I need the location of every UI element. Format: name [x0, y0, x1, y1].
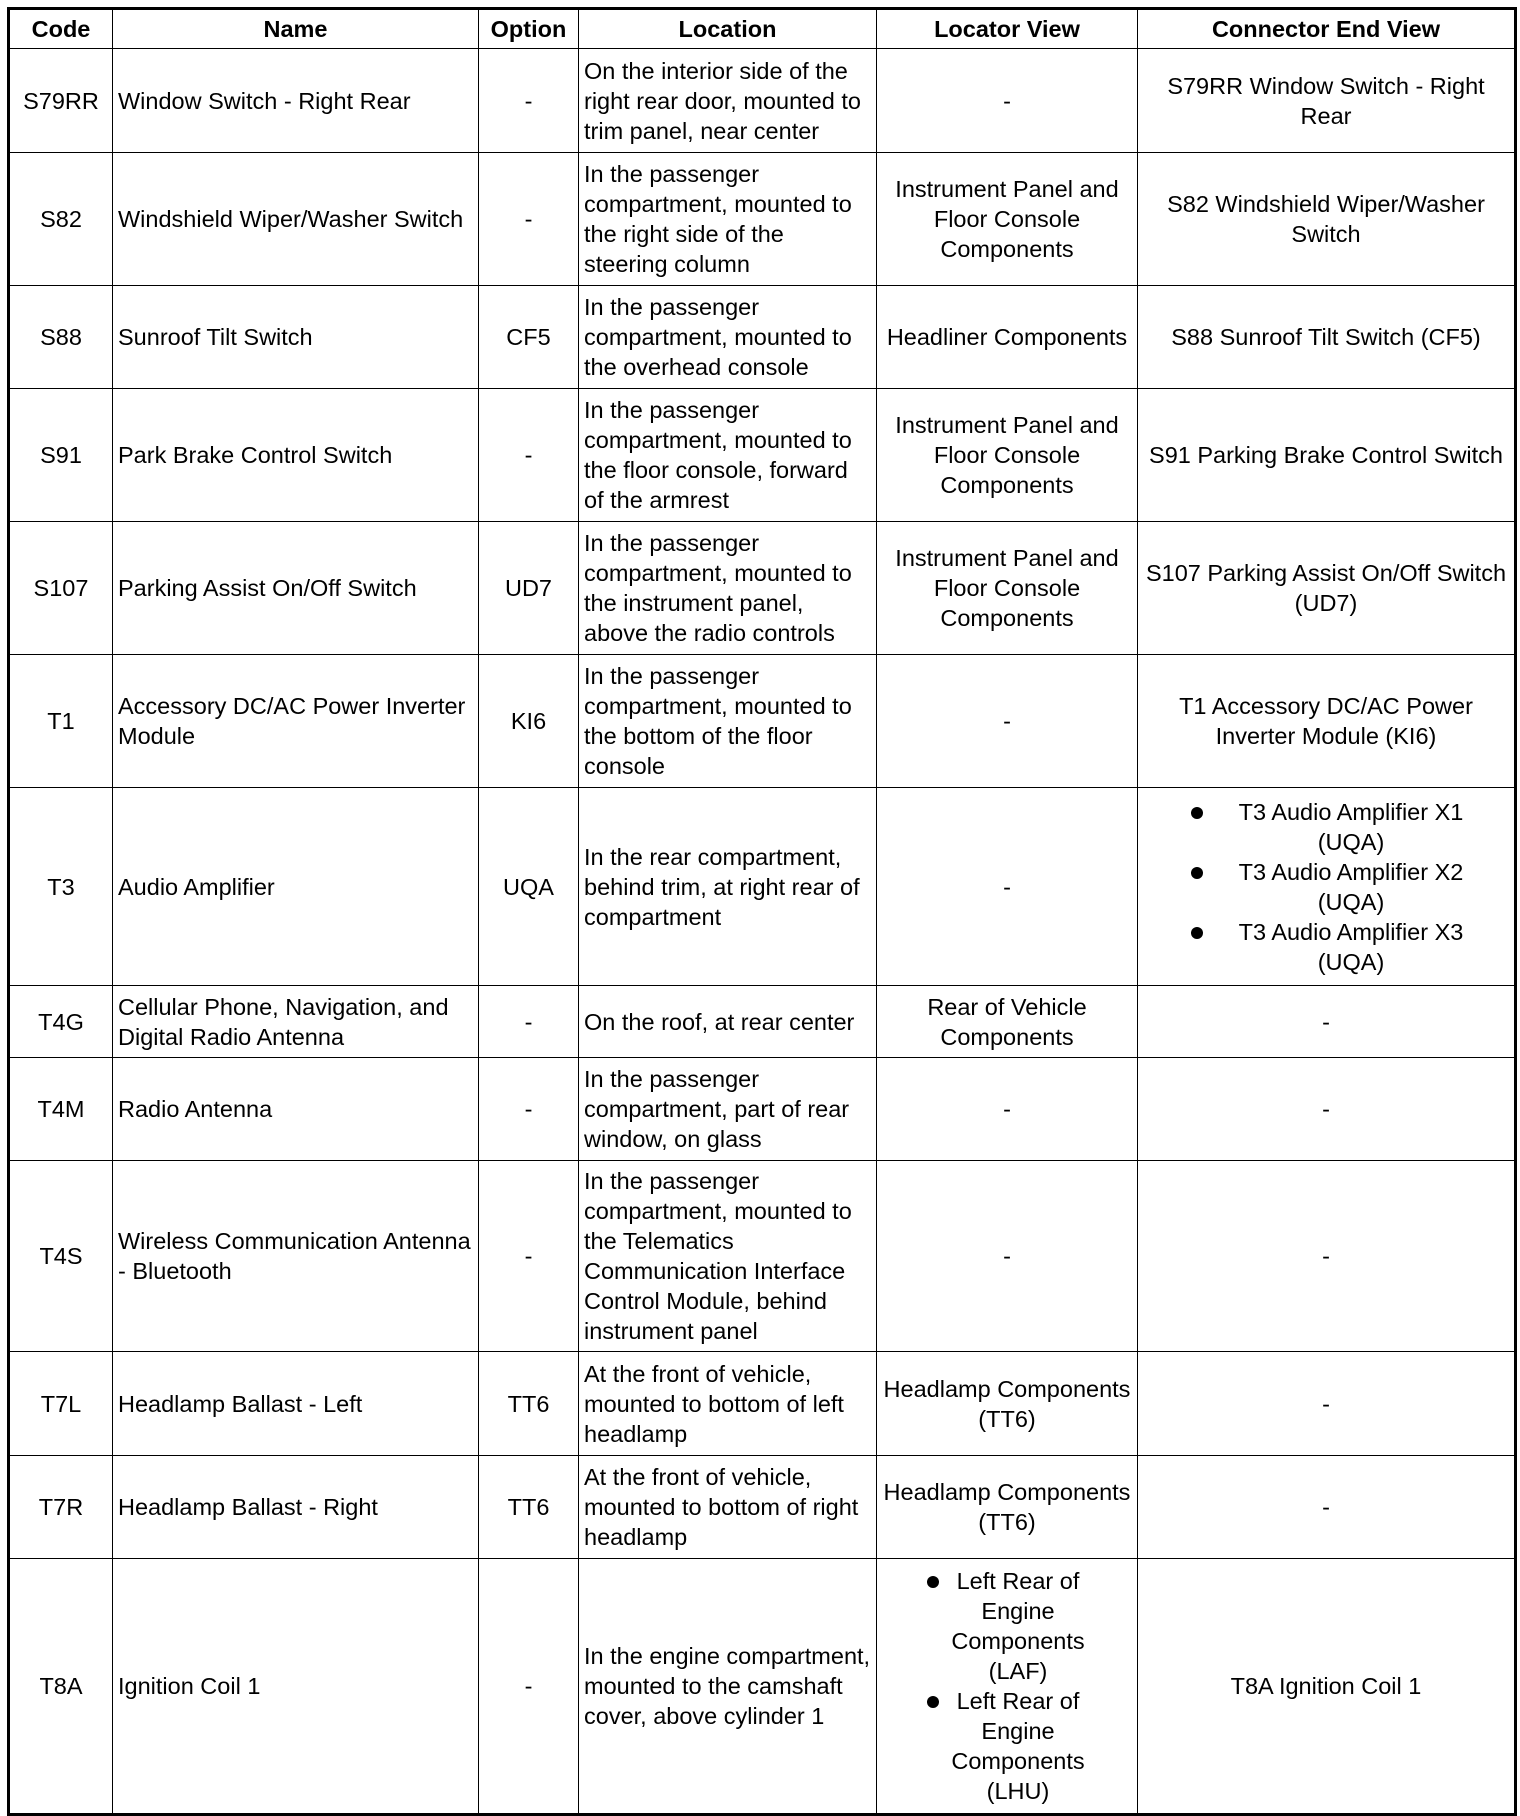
header-name: Name — [113, 9, 479, 49]
cell-locator-view: - — [877, 655, 1138, 788]
table-row — [9, 1161, 1516, 1352]
list-item — [882, 1686, 1132, 1806]
cell-connector-end-view: S82 Windshield Wiper/Washer Switch — [1138, 153, 1516, 286]
cell-connector-end-view — [1138, 788, 1516, 986]
cell-locator-view — [877, 1559, 1138, 1815]
cell-option: - — [479, 49, 579, 153]
cell-option: - — [479, 1058, 579, 1161]
table-row — [9, 986, 1516, 1058]
cell-connector-end-view: - — [1138, 1161, 1516, 1352]
cell-option: - — [479, 389, 579, 522]
cell-locator-view: Instrument Panel and Floor Console Components — [877, 389, 1138, 522]
cell-location: In the passenger compartment, part of rear window, on glass — [579, 1058, 877, 1161]
table-row — [9, 1456, 1516, 1559]
cell-connector-end-view: - — [1138, 1058, 1516, 1161]
cell-code: T1 — [9, 655, 113, 788]
cell-connector-end-view: - — [1138, 986, 1516, 1058]
cell-locator-view: Rear of Vehicle Components — [877, 986, 1138, 1058]
cell-connector-end-view: T8A Ignition Coil 1 — [1138, 1559, 1516, 1815]
cell-locator-view: Headliner Components — [877, 286, 1138, 389]
cell-location: In the passenger compartment, mounted to the right side of the steering column — [579, 153, 877, 286]
connector-item-label: T3 Audio Amplifier X3 (UQA) — [1238, 918, 1464, 975]
cell-location: In the rear compartment, behind trim, at right rear of compartment — [579, 788, 877, 986]
cell-locator-view: Instrument Panel and Floor Console Components — [877, 522, 1138, 655]
cell-location: On the roof, at rear center — [579, 986, 877, 1058]
cell-name: Sunroof Tilt Switch — [113, 286, 479, 389]
cell-option: - — [479, 986, 579, 1058]
cell-name: Accessory DC/AC Power Inverter Module — [113, 655, 479, 788]
cell-option: - — [479, 1161, 579, 1352]
bullet-icon — [1191, 867, 1203, 879]
cell-code: T3 — [9, 788, 113, 986]
cell-code: S91 — [9, 389, 113, 522]
cell-code: T8A — [9, 1559, 113, 1815]
cell-option: CF5 — [479, 286, 579, 389]
list-item — [1143, 917, 1509, 977]
cell-code: T7R — [9, 1456, 113, 1559]
cell-connector-end-view: - — [1138, 1456, 1516, 1559]
list-item — [882, 1566, 1132, 1686]
table-row — [9, 1559, 1516, 1815]
bullet-icon — [1191, 927, 1203, 939]
table-row — [9, 153, 1516, 286]
cell-location: At the front of vehicle, mounted to bottom of right headlamp — [579, 1456, 877, 1559]
cell-code: T4G — [9, 986, 113, 1058]
locator-item-label: Left Rear of Engine Components (LHU) — [951, 1688, 1085, 1804]
cell-name: Headlamp Ballast - Right — [113, 1456, 479, 1559]
cell-name: Windshield Wiper/Washer Switch — [113, 153, 479, 286]
cell-option: UD7 — [479, 522, 579, 655]
cell-location: At the front of vehicle, mounted to bottom of left headlamp — [579, 1352, 877, 1456]
cell-option: TT6 — [479, 1456, 579, 1559]
cell-code: S82 — [9, 153, 113, 286]
cell-locator-view: Instrument Panel and Floor Console Components — [877, 153, 1138, 286]
cell-option: TT6 — [479, 1352, 579, 1456]
locator-list — [882, 1566, 1132, 1806]
component-locator-table — [7, 7, 1517, 1816]
table-row — [9, 286, 1516, 389]
list-item — [1143, 857, 1509, 917]
cell-location: On the interior side of the right rear door, mounted to trim panel, near center — [579, 49, 877, 153]
cell-locator-view: - — [877, 1058, 1138, 1161]
cell-locator-view: Headlamp Components (TT6) — [877, 1352, 1138, 1456]
table-row — [9, 1058, 1516, 1161]
header-connector-end-view: Connector End View — [1138, 9, 1516, 49]
header-row — [9, 9, 1516, 49]
table-row — [9, 522, 1516, 655]
cell-connector-end-view: S79RR Window Switch - Right Rear — [1138, 49, 1516, 153]
cell-connector-end-view: T1 Accessory DC/AC Power Inverter Module (KI6) — [1138, 655, 1516, 788]
cell-location: In the passenger compartment, mounted to the Telematics Communication Interface Control Module, behind instrument panel — [579, 1161, 877, 1352]
connector-item-label: T3 Audio Amplifier X2 (UQA) — [1238, 858, 1464, 915]
cell-name: Ignition Coil 1 — [113, 1559, 479, 1815]
cell-code: T7L — [9, 1352, 113, 1456]
cell-location: In the passenger compartment, mounted to the overhead console — [579, 286, 877, 389]
cell-name: Radio Antenna — [113, 1058, 479, 1161]
table-row — [9, 655, 1516, 788]
cell-name: Cellular Phone, Navigation, and Digital Radio Antenna — [113, 986, 479, 1058]
cell-connector-end-view: S107 Parking Assist On/Off Switch (UD7) — [1138, 522, 1516, 655]
connector-list — [1143, 797, 1509, 977]
bullet-icon — [1191, 807, 1203, 819]
header-code: Code — [9, 9, 113, 49]
table-row — [9, 389, 1516, 522]
cell-name: Headlamp Ballast - Left — [113, 1352, 479, 1456]
header-location: Location — [579, 9, 877, 49]
bullet-icon — [927, 1696, 939, 1708]
cell-code: T4M — [9, 1058, 113, 1161]
cell-locator-view: - — [877, 788, 1138, 986]
cell-connector-end-view: S88 Sunroof Tilt Switch (CF5) — [1138, 286, 1516, 389]
table-row — [9, 788, 1516, 986]
header-locator-view: Locator View — [877, 9, 1138, 49]
cell-option: - — [479, 153, 579, 286]
connector-item-label: T3 Audio Amplifier X1 (UQA) — [1238, 798, 1464, 855]
list-item — [1143, 797, 1509, 857]
table-row — [9, 49, 1516, 153]
header-option: Option — [479, 9, 579, 49]
cell-location: In the passenger compartment, mounted to the bottom of the floor console — [579, 655, 877, 788]
cell-option: UQA — [479, 788, 579, 986]
locator-item-label: Left Rear of Engine Components (LAF) — [951, 1568, 1085, 1684]
cell-location: In the passenger compartment, mounted to the floor console, forward of the armrest — [579, 389, 877, 522]
cell-name: Wireless Communication Antenna - Bluetooth — [113, 1161, 479, 1352]
cell-code: S88 — [9, 286, 113, 389]
cell-name: Parking Assist On/Off Switch — [113, 522, 479, 655]
cell-locator-view: Headlamp Components (TT6) — [877, 1456, 1138, 1559]
table-row — [9, 1352, 1516, 1456]
bullet-icon — [927, 1576, 939, 1588]
cell-connector-end-view: - — [1138, 1352, 1516, 1456]
cell-locator-view: - — [877, 49, 1138, 153]
cell-connector-end-view: S91 Parking Brake Control Switch — [1138, 389, 1516, 522]
cell-location: In the passenger compartment, mounted to the instrument panel, above the radio controls — [579, 522, 877, 655]
cell-locator-view: - — [877, 1161, 1138, 1352]
cell-name: Audio Amplifier — [113, 788, 479, 986]
cell-name: Park Brake Control Switch — [113, 389, 479, 522]
cell-code: S107 — [9, 522, 113, 655]
cell-code: S79RR — [9, 49, 113, 153]
cell-name: Window Switch - Right Rear — [113, 49, 479, 153]
cell-option: KI6 — [479, 655, 579, 788]
cell-option: - — [479, 1559, 579, 1815]
cell-location: In the engine compartment, mounted to the camshaft cover, above cylinder 1 — [579, 1559, 877, 1815]
cell-code: T4S — [9, 1161, 113, 1352]
